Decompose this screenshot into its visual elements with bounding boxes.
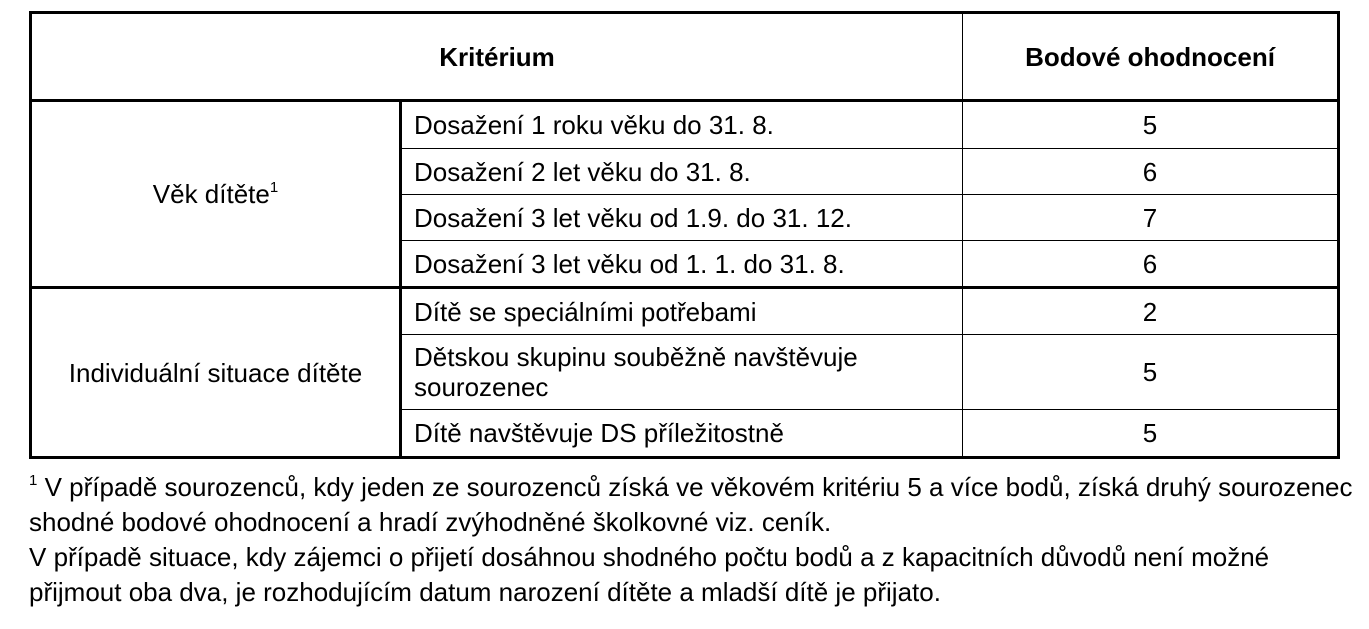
group-label-individual: Individuální situace dítěte <box>68 357 363 388</box>
criterion-cell: Dosažení 2 let věku do 31. 8. <box>401 149 963 195</box>
criterion-cell: Dosažení 1 roku věku do 31. 8. <box>401 101 963 149</box>
group-label-age <box>31 101 401 288</box>
points-cell: 7 <box>963 195 1339 241</box>
points-cell: 6 <box>963 241 1339 288</box>
footnote-mark: 1 <box>29 472 38 489</box>
points-cell: 5 <box>963 335 1339 410</box>
table-row <box>31 101 1339 149</box>
footnote-paragraph-1 <box>29 470 1364 540</box>
points-cell: 5 <box>963 101 1339 149</box>
table-header-row <box>31 13 1339 101</box>
criterion-cell: Dítě se speciálními potřebami <box>401 288 963 335</box>
footnote-paragraph-2: V případě situace, kdy zájemci o přijetí dosáhnou shodného počtu bodů a z kapacitních důvodů není možné přijmout oba dva, je rozhodujícím datum narození dítěte a mladší dítě je přijato. <box>29 542 1270 607</box>
footnote-ref: 1 <box>269 179 279 196</box>
group-label-text: Věk dítěte <box>152 179 270 209</box>
criterion-cell: Dosažení 3 let věku od 1.9. do 31. 12. <box>401 195 963 241</box>
points-cell: 2 <box>963 288 1339 335</box>
footnote-text-1: V případě sourozenců, kdy jeden ze sourozenců získá ve věkovém kritériu 5 a více bodů, získá druhý sourozenec shodné bodové ohodnocení a hradí zvýhodněné školkovné viz. ceník. <box>29 472 1353 537</box>
criterion-cell: Dosažení 3 let věku od 1. 1. do 31. 8. <box>401 241 963 288</box>
header-points: Bodové ohodnocení <box>963 13 1339 101</box>
footnote <box>29 470 1364 610</box>
criterion-cell: Dítě navštěvuje DS příležitostně <box>401 410 963 458</box>
criteria-table <box>29 11 1340 459</box>
criterion-cell: Dětskou skupinu souběžně navštěvuje sourozenec <box>401 335 963 410</box>
points-cell: 5 <box>963 410 1339 458</box>
header-criterion: Kritérium <box>31 13 963 101</box>
points-cell: 6 <box>963 149 1339 195</box>
table-row <box>31 288 1339 335</box>
